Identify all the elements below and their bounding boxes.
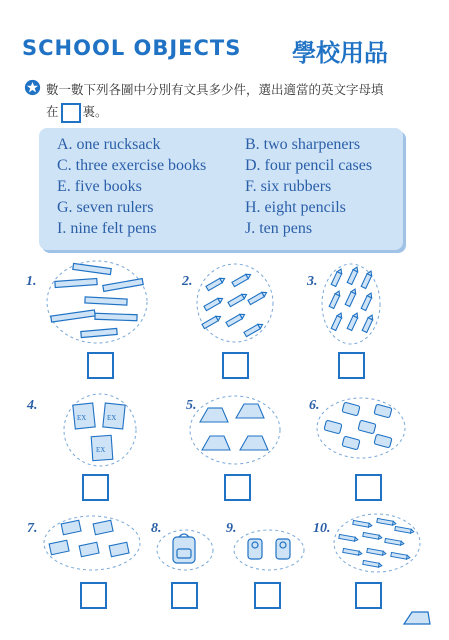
answer-box-6[interactable] xyxy=(355,474,382,501)
answer-box-2[interactable] xyxy=(222,352,249,379)
option-c: C. three exercise books xyxy=(57,157,207,174)
instruction-line-2-post: 裏。 xyxy=(82,104,108,119)
question-4-number: 4. xyxy=(27,398,38,413)
pencils-picture xyxy=(195,262,275,344)
books-picture xyxy=(42,514,142,572)
option-a: A. one rucksack xyxy=(57,136,161,153)
option-i: I. nine felt pens xyxy=(57,220,157,237)
answer-box-8[interactable] xyxy=(171,582,198,609)
rubbers-picture xyxy=(315,396,407,460)
ex-label-1: EX xyxy=(77,414,87,422)
answer-box-10[interactable] xyxy=(355,582,382,609)
ex-label-2: EX xyxy=(107,414,117,422)
question-6-number: 6. xyxy=(309,398,320,413)
option-e: E. five books xyxy=(57,178,142,195)
instruction-line-2-pre: 在 xyxy=(46,104,59,119)
option-g: G. seven rulers xyxy=(57,199,154,216)
answer-box-3[interactable] xyxy=(338,352,365,379)
instruction-line-1: 數一數下列各圖中分別有文具多少件，選出適當的英文字母填 xyxy=(46,82,384,97)
answer-box-9[interactable] xyxy=(254,582,281,609)
rucksack-picture xyxy=(155,527,215,573)
felt-pens-picture xyxy=(320,262,382,346)
sample-answer-box xyxy=(61,103,81,123)
option-d: D. four pencil cases xyxy=(245,157,373,174)
page-corner-decoration xyxy=(402,608,432,628)
question-2-number: 2. xyxy=(182,274,193,289)
question-1-number: 1. xyxy=(26,274,37,289)
option-b: B. two sharpeners xyxy=(245,136,361,153)
question-9-number: 9. xyxy=(226,521,237,536)
instructions xyxy=(46,79,416,123)
option-h: H. eight pencils xyxy=(245,199,346,216)
exercise-books-picture xyxy=(62,392,138,468)
answer-box-4[interactable] xyxy=(82,474,109,501)
option-f: F. six rubbers xyxy=(245,178,332,195)
pens-picture xyxy=(332,512,422,574)
question-7-number: 7. xyxy=(27,521,38,536)
question-3-number: 3. xyxy=(307,274,318,289)
ex-label-3: EX xyxy=(96,446,106,454)
answer-box-5[interactable] xyxy=(224,474,251,501)
question-8-number: 8. xyxy=(151,521,162,536)
page-title-chinese: 學校用品 xyxy=(292,39,388,67)
question-10-number: 10. xyxy=(313,521,331,536)
question-5-number: 5. xyxy=(186,398,197,413)
pencil-cases-picture xyxy=(188,394,282,466)
option-j: J. ten pens xyxy=(245,220,313,237)
page-title: SCHOOL OBJECTS xyxy=(22,36,242,60)
rulers-picture xyxy=(45,258,150,346)
options-panel xyxy=(39,128,403,250)
star-icon xyxy=(24,79,41,96)
answer-box-1[interactable] xyxy=(87,352,114,379)
sharpeners-picture xyxy=(232,527,306,573)
answer-box-7[interactable] xyxy=(80,582,107,609)
